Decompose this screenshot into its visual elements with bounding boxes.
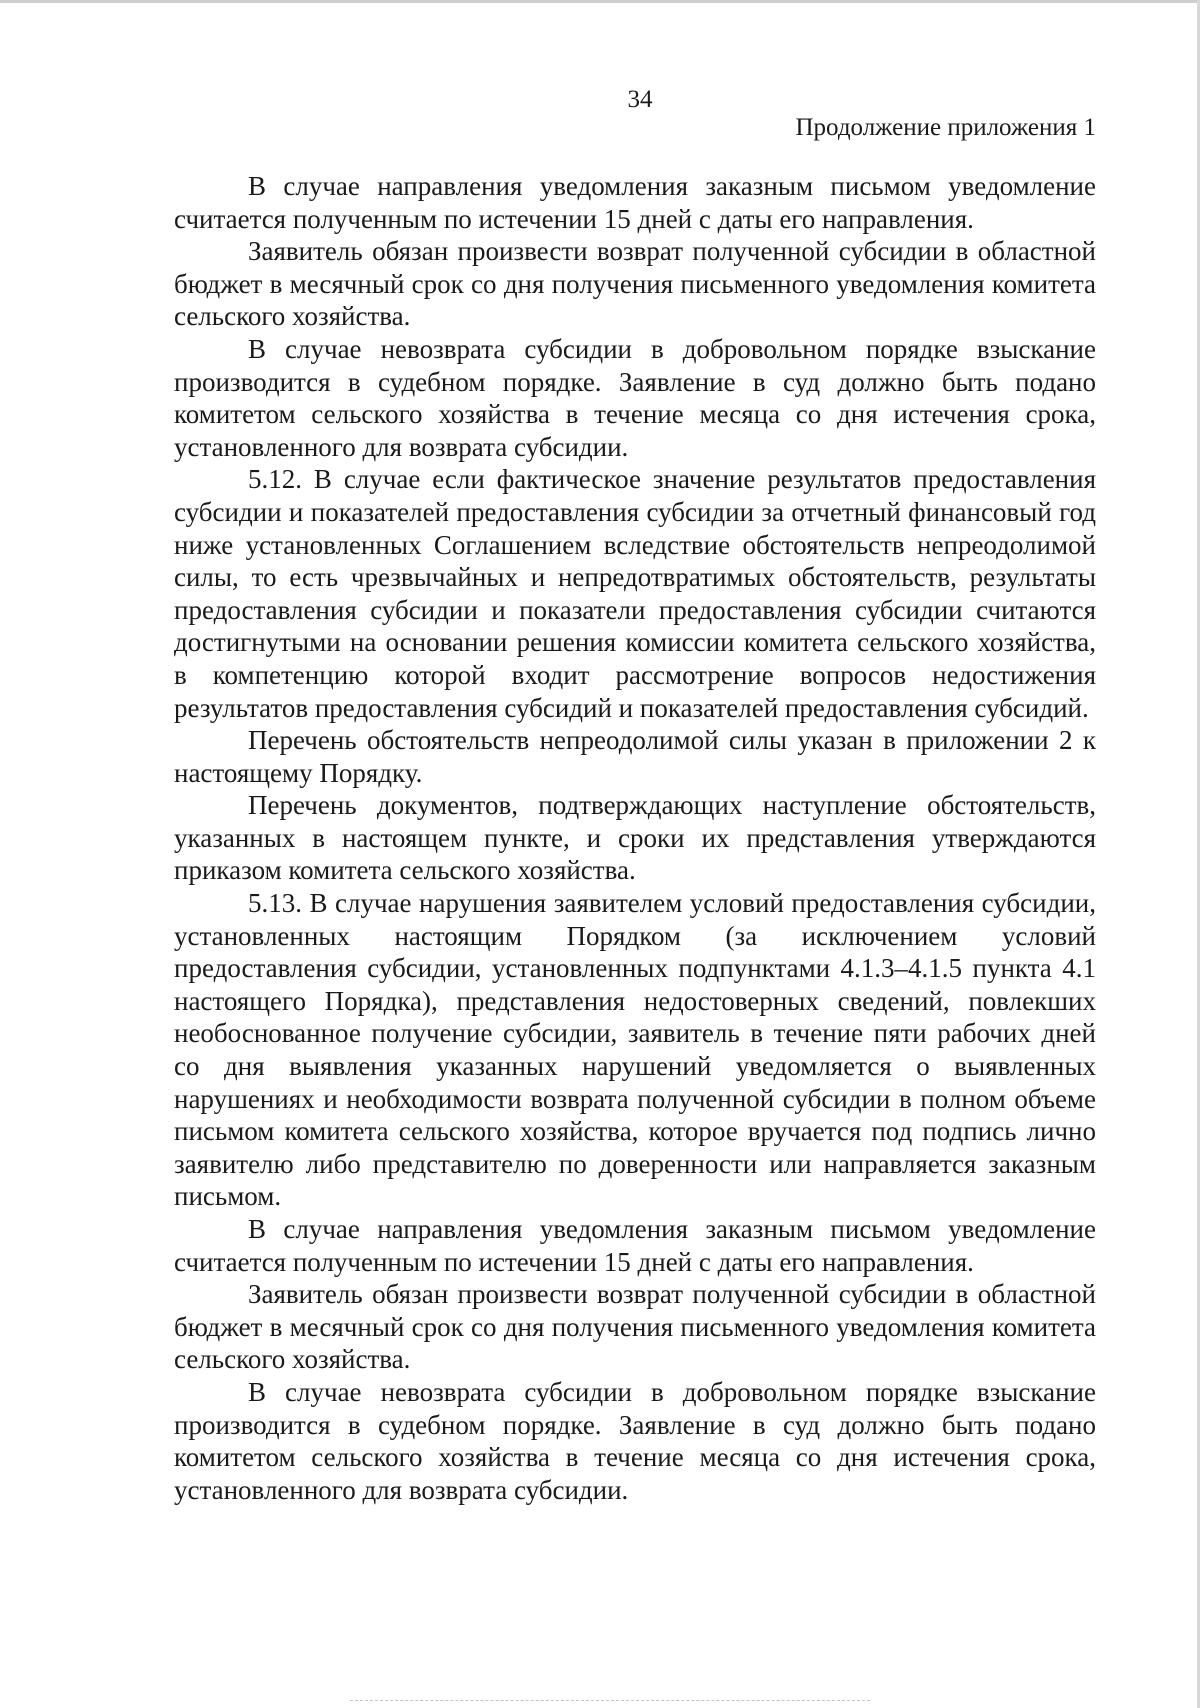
paragraph-clause-5-13: 5.13. В случае нарушения заявителем условий предоставления субсидии, установленных настоящим Порядком (за исключением условий предоставления субсидии, установленных подпунктами 4.1.3–4.1.5 пункта 4.1 настоящего Порядка), представления недостоверных сведений, повлекших необоснованное получение субсидии, заявитель в течение пяти рабочих дней со дня выявления указанных нарушений уведомляется о выявленных нарушениях и необходимости возврата полученной субсидии в полном объеме письмом комитета сельского хозяйства, которое вручается под подпись лично заявителю либо представителю по доверенности или направляется заказным письмом.	[174, 888, 1096, 1212]
appendix-continuation-note: Продолжение приложения 1	[795, 114, 1096, 141]
paragraph: В случае невозврата субсидии в добровольном порядке взыскание производится в судебном порядке. Заявление в суд должно быть подано комитетом сельского хозяйства в течение месяца со дня истечения срока, установленного для возврата субсидии.	[174, 333, 1096, 462]
page-number: 34	[627, 86, 653, 113]
scan-edge-bottom	[350, 1700, 870, 1702]
paragraph: В случае невозврата субсидии в добровольном порядке взыскание производится в судебном порядке. Заявление в суд должно быть подано комитетом сельского хозяйства в течение месяца со дня истечения срока, установленного для возврата субсидии.	[174, 1376, 1096, 1505]
paragraph: Перечень документов, подтверждающих наступление обстоятельств, указанных в настоящем пункте, и сроки их представления утверждаются приказом комитета сельского хозяйства.	[174, 790, 1096, 886]
scan-edge-top	[0, 0, 1200, 3]
paragraph-clause-5-12: 5.12. В случае если фактическое значение результатов предоставления субсидии и показателей предоставления субсидии за отчетный финансовый год ниже установленных Соглашением вследствие обстоятельств непреодолимой силы, то есть чрезвычайных и непредотвратимых обстоятельств, результаты предоставления субсидии и показатели предоставления субсидии считаются достигнутыми на основании решения комиссии комитета сельского хозяйства, в компетенцию которой входит рассмотрение вопросов недостижения результатов предоставления субсидий и показателей предоставления субсидий.	[174, 464, 1096, 723]
document-body	[174, 170, 1096, 1506]
paragraph: В случае направления уведомления заказным письмом уведомление считается полученным по истечении 15 дней с даты его направления.	[174, 171, 1096, 234]
paragraph: Перечень обстоятельств непреодолимой силы указан в приложении 2 к настоящему Порядку.	[174, 725, 1096, 788]
paragraph: Заявитель обязан произвести возврат полученной субсидии в областной бюджет в месячный срок со дня получения письменного уведомления комитета сельского хозяйства.	[174, 236, 1096, 332]
paragraph: Заявитель обязан произвести возврат полученной субсидии в областной бюджет в месячный срок со дня получения письменного уведомления комитета сельского хозяйства.	[174, 1279, 1096, 1375]
paragraph: В случае направления уведомления заказным письмом уведомление считается полученным по истечении 15 дней с даты его направления.	[174, 1214, 1096, 1277]
